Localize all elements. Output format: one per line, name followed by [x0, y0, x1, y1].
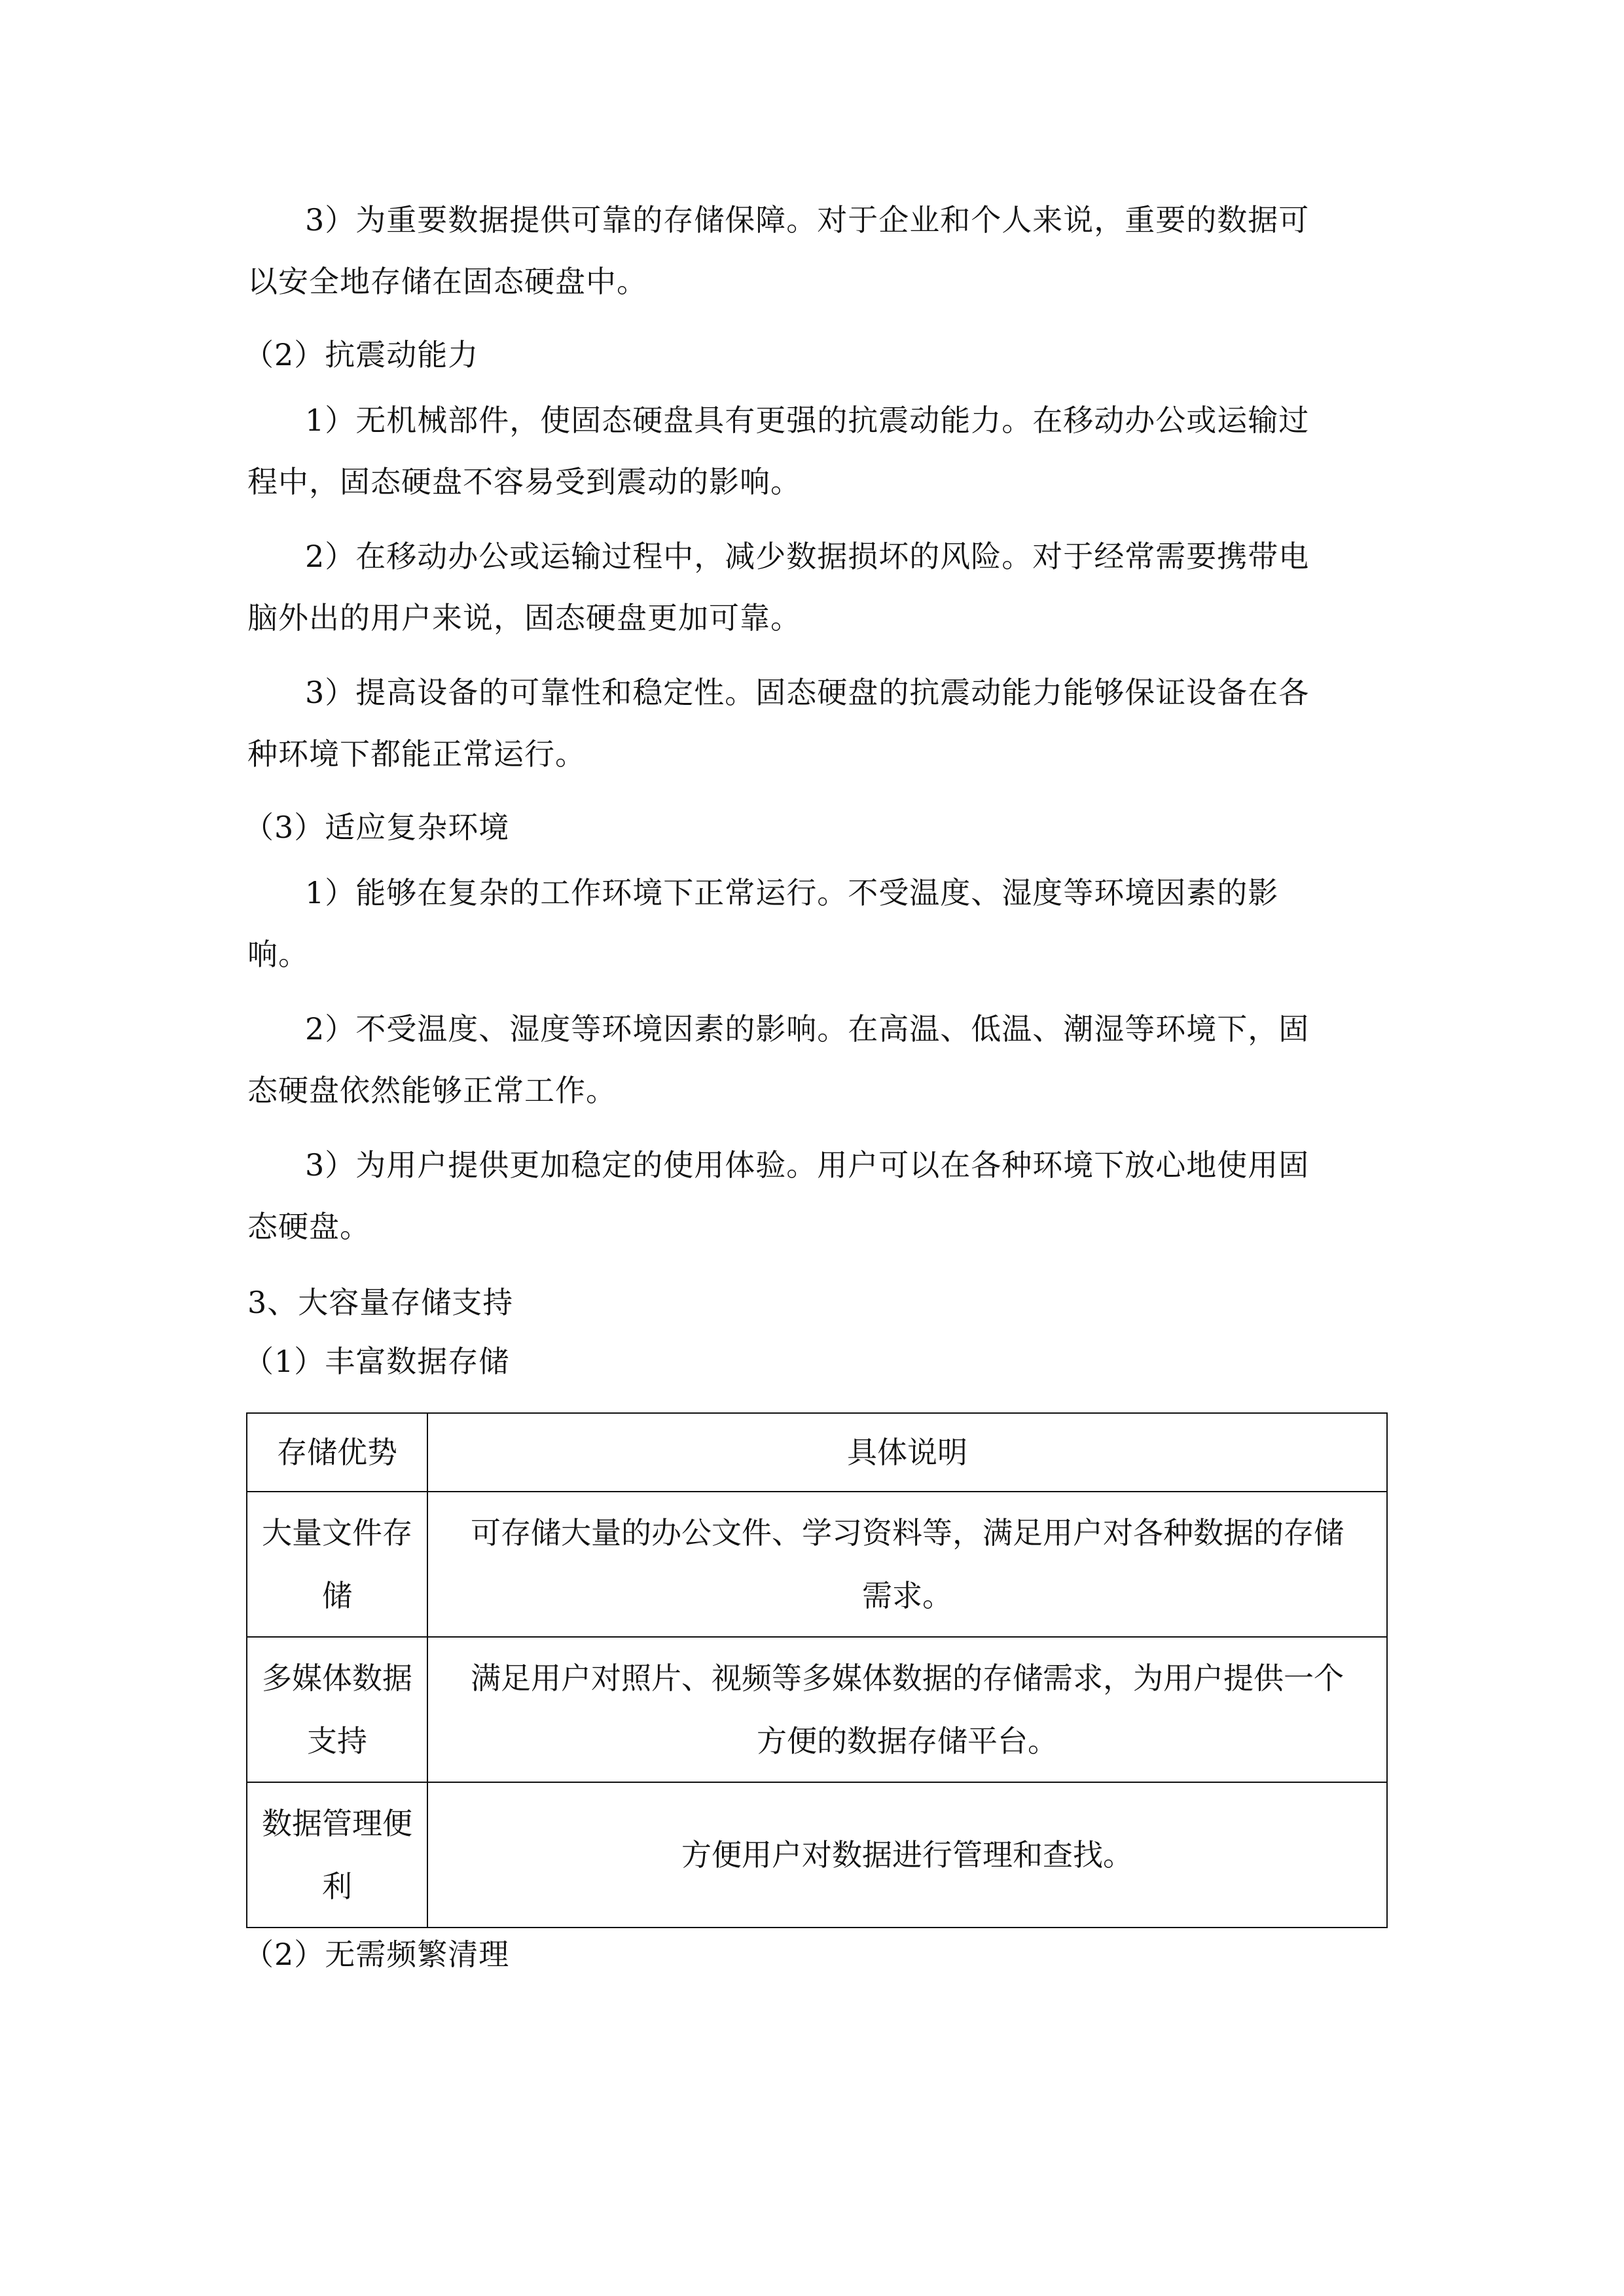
cell-text: 满足用户对照片、视频等多媒体数据的存储需求，为用户提供一个: [471, 1660, 1344, 1696]
cell-text: 方便的数据存储平台。: [757, 1723, 1058, 1759]
subheading-no-frequent-cleaning: （2）无需频繁清理: [244, 1937, 510, 1972]
paragraph-text: 响。: [247, 937, 309, 972]
table-row: [247, 1492, 1387, 1637]
cell-text: 数据管理便: [262, 1806, 412, 1841]
subheading-shock-resistance: （2）抗震动能力: [244, 337, 479, 372]
section-heading-large-capacity: 3、大容量存储支持: [247, 1285, 514, 1320]
subheading-rich-storage: （1）丰富数据存储: [244, 1344, 510, 1379]
cell-text: 大量文件存: [262, 1515, 412, 1551]
table-cell-advantage: [247, 1492, 427, 1637]
table-cell-advantage: [247, 1782, 427, 1928]
paragraph-text: 3）提高设备的可靠性和稳定性。固态硬盘的抗震动能力能够保证设备在各: [305, 675, 1310, 710]
cell-text: 储: [322, 1578, 352, 1613]
cell-text: 方便用户对数据进行管理和查找。: [681, 1837, 1133, 1873]
table-row: [247, 1637, 1387, 1782]
paragraph-text: 1）能够在复杂的工作环境下正常运行。不受温度、湿度等环境因素的影: [305, 875, 1279, 910]
paragraph-text: 程中，固态硬盘不容易受到震动的影响。: [247, 464, 801, 499]
paragraph-text: 态硬盘依然能够正常工作。: [247, 1073, 617, 1108]
cell-text: 可存储大量的办公文件、学习资料等，满足用户对各种数据的存储: [471, 1515, 1344, 1551]
cell-text: 利: [322, 1869, 352, 1904]
table-row: [247, 1782, 1387, 1928]
subheading-complex-environment: （3）适应复杂环境: [244, 810, 510, 845]
paragraph-text: 种环境下都能正常运行。: [247, 736, 586, 772]
paragraph-text: 态硬盘。: [247, 1209, 370, 1244]
paragraph-text: 以安全地存储在固态硬盘中。: [247, 264, 647, 299]
paragraph-text: 脑外出的用户来说，固态硬盘更加可靠。: [247, 600, 801, 636]
storage-advantages-table: [246, 1412, 1388, 1928]
table-header-cell: 具体说明: [427, 1413, 1387, 1492]
cell-text: 需求。: [862, 1578, 952, 1613]
cell-text: 支持: [307, 1723, 367, 1759]
paragraph-text: 3）为重要数据提供可靠的存储保障。对于企业和个人来说，重要的数据可: [305, 202, 1310, 238]
cell-text: 多媒体数据: [262, 1660, 412, 1696]
paragraph-text: 3）为用户提供更加稳定的使用体验。用户可以在各种环境下放心地使用固: [305, 1147, 1310, 1183]
paragraph-text: 2）在移动办公或运输过程中，减少数据损坏的风险。对于经常需要携带电: [305, 539, 1310, 574]
table-cell-advantage: [247, 1637, 427, 1782]
paragraph-text: 2）不受温度、湿度等环境因素的影响。在高温、低温、潮湿等环境下，固: [305, 1011, 1310, 1047]
table-cell-description: [427, 1492, 1387, 1637]
table-header-row: [247, 1413, 1387, 1492]
table-cell-description: [427, 1637, 1387, 1782]
table-header-cell: 存储优势: [247, 1413, 427, 1492]
paragraph-text: 1）无机械部件，使固态硬盘具有更强的抗震动能力。在移动办公或运输过: [305, 403, 1310, 438]
table-cell-description: [427, 1782, 1387, 1928]
